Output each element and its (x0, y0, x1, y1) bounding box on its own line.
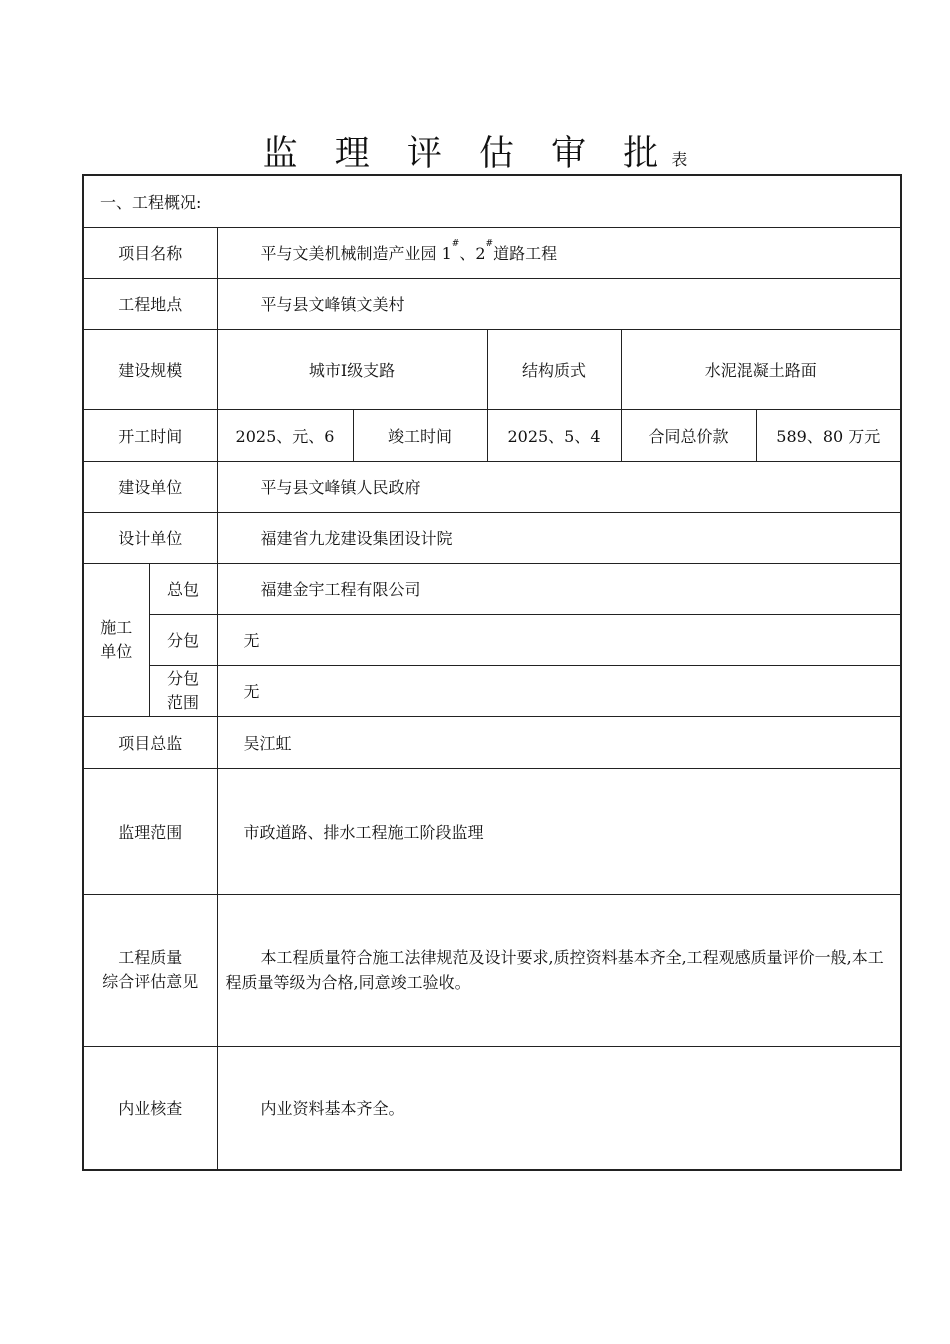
designer-row (83, 512, 901, 563)
document-title (0, 126, 950, 176)
supervision-scope-value: 市政道路、排水工程施工阶段监理 (217, 768, 901, 894)
subcontractor-row (83, 614, 901, 665)
construction-unit-label: 施工 单位 (83, 563, 149, 716)
subcontract-scope-value: 无 (217, 665, 901, 716)
chief-supervisor-value: 吴江虹 (217, 716, 901, 768)
project-name-row (83, 227, 901, 278)
section-heading: 一、工程概况: (83, 175, 901, 227)
project-name-label: 项目名称 (83, 227, 217, 278)
chief-supervisor-row (83, 716, 901, 768)
designer-value: 福建省九龙建设集团设计院 (217, 512, 901, 563)
subcontractor-value: 无 (217, 614, 901, 665)
approval-form-table (82, 174, 902, 1171)
internal-review-label: 内业核查 (83, 1046, 217, 1170)
section-heading-row (83, 175, 901, 227)
owner-value: 平与县文峰镇人民政府 (217, 461, 901, 512)
subcontract-scope-row (83, 665, 901, 716)
general-contractor-value: 福建金宇工程有限公司 (217, 563, 901, 614)
general-contractor-label: 总包 (149, 563, 217, 614)
contract-price-label: 合同总价款 (621, 409, 756, 461)
start-date-value: 2025、元、6 (217, 409, 353, 461)
structure-label: 结构质式 (487, 329, 621, 409)
owner-label: 建设单位 (83, 461, 217, 512)
designer-label: 设计单位 (83, 512, 217, 563)
title-main: 监 理 评 估 审 批 (262, 134, 672, 174)
chief-supervisor-label: 项目总监 (83, 716, 217, 768)
internal-review-value: 内业资料基本齐全。 (217, 1046, 901, 1170)
quality-opinion: 本工程质量符合施工法律规范及设计要求,质控资料基本齐全,工程观感质量评价一般,本工程质量等级为合格,同意竣工验收。 (217, 894, 901, 1046)
quality-row (83, 894, 901, 1046)
subcontract-scope-label: 分包 范围 (149, 665, 217, 716)
subcontractor-label: 分包 (149, 614, 217, 665)
internal-review-row (83, 1046, 901, 1170)
start-date-label: 开工时间 (83, 409, 217, 461)
supervision-scope-label: 监理范围 (83, 768, 217, 894)
owner-row (83, 461, 901, 512)
location-row (83, 278, 901, 329)
quality-label: 工程质量 综合评估意见 (83, 894, 217, 1046)
location-label: 工程地点 (83, 278, 217, 329)
scale-row (83, 329, 901, 409)
scale-value: 城市Ⅰ级支路 (217, 329, 487, 409)
end-date-label: 竣工时间 (353, 409, 487, 461)
project-name-value: 平与文美机械制造产业园 1#、2#道路工程 (217, 227, 901, 278)
title-suffix: 表 (671, 150, 688, 169)
supervision-scope-row (83, 768, 901, 894)
structure-value: 水泥混凝土路面 (621, 329, 901, 409)
general-contractor-row (83, 563, 901, 614)
scale-label: 建设规模 (83, 329, 217, 409)
end-date-value: 2025、5、4 (487, 409, 621, 461)
location-value: 平与县文峰镇文美村 (217, 278, 901, 329)
schedule-row (83, 409, 901, 461)
contract-price-value: 589、80 万元 (756, 409, 901, 461)
